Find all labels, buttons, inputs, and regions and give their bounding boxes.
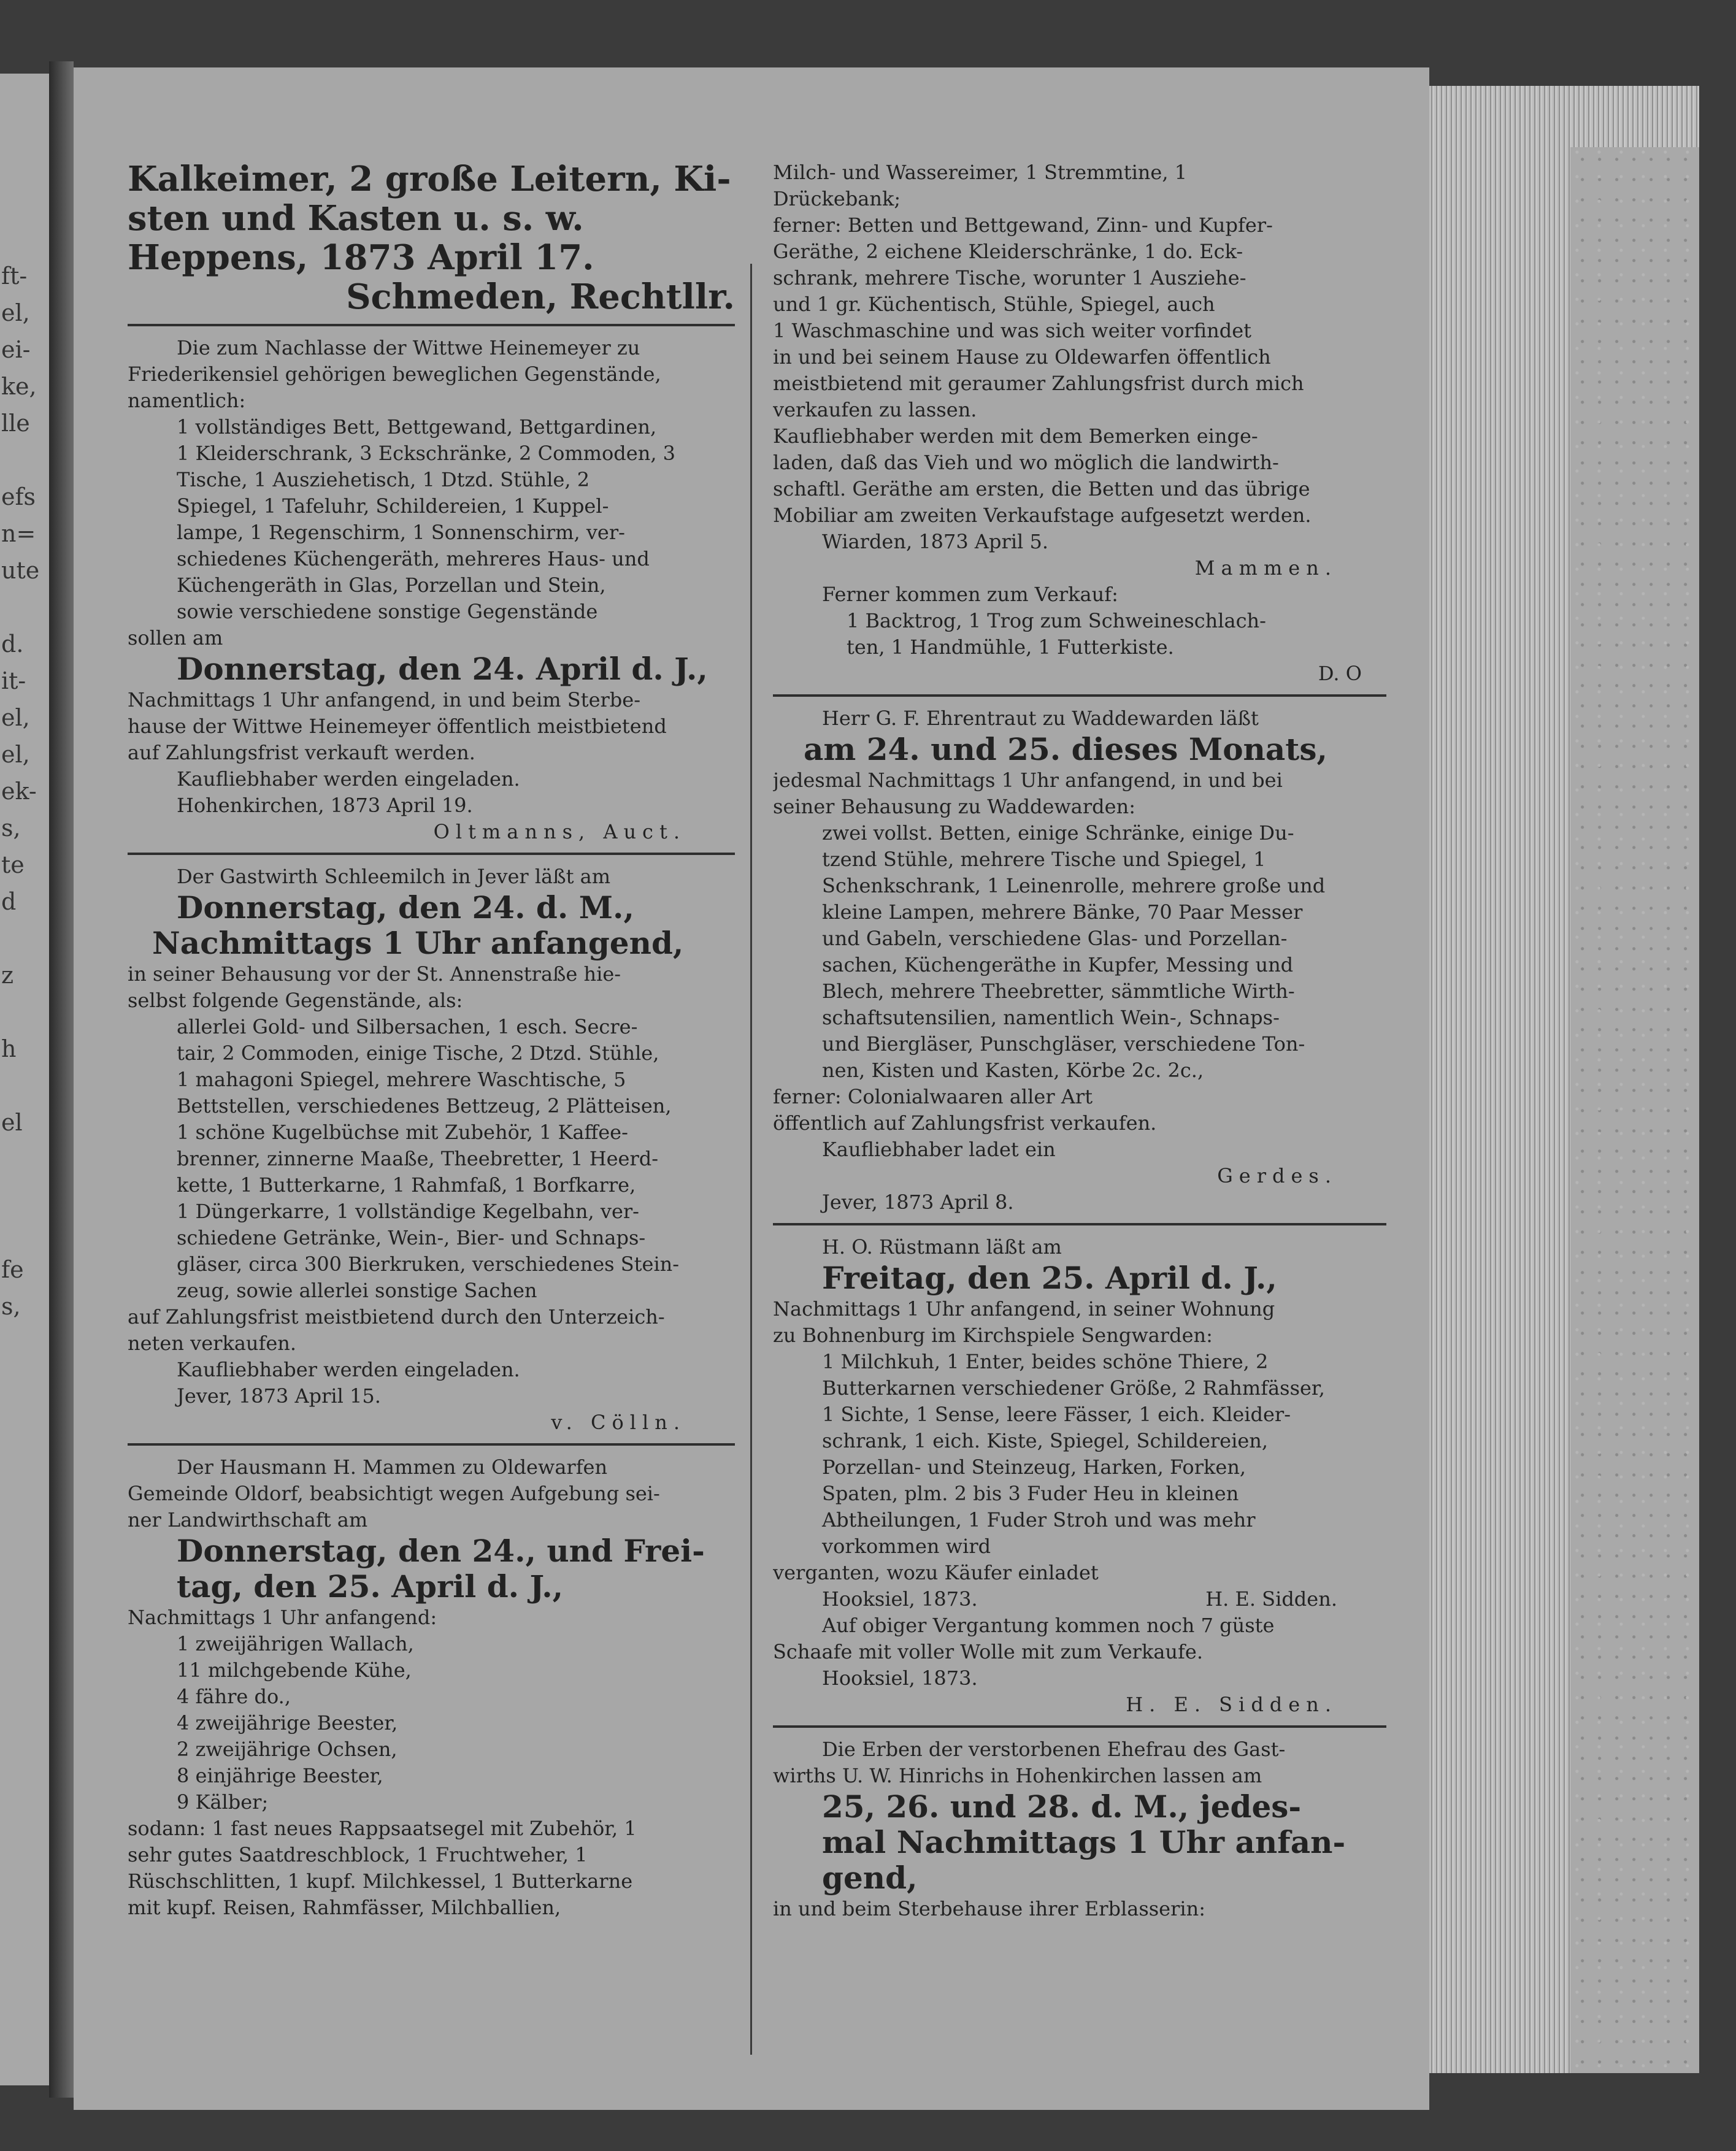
signature: v. Cölln. — [551, 1411, 686, 1434]
list-item: Butterkarnen verschiedener Größe, 2 Rahmfässer, — [822, 1376, 1325, 1400]
newspaper-page — [74, 67, 1429, 2110]
text-block — [773, 159, 1386, 529]
previous-page-fragment — [1, 1067, 44, 1104]
text-line: Der Gastwirth Schleemilch in Jever läßt am — [177, 865, 611, 888]
text-line: laden, daß das Vieh und wo möglich die landwirth- — [773, 451, 1279, 474]
list-item: 4 zweijährige Beester, — [177, 1711, 398, 1735]
list-item: und Biergläser, Punschgläser, verschiedene Ton- — [822, 1032, 1305, 1056]
list-item: 4 fähre do., — [177, 1685, 291, 1708]
previous-page-fragment: efs — [1, 483, 36, 510]
previous-page-fragment: te — [1, 851, 25, 878]
signature: Oltmanns, Auct. — [433, 820, 686, 843]
sale-date: 25, 26. und 28. d. M., jedes- — [822, 1789, 1302, 1825]
book-gutter — [49, 61, 74, 2098]
text-line: schrank, mehrere Tische, worunter 1 Ausziehe- — [773, 266, 1246, 289]
sale-date: mal Nachmittags 1 Uhr anfan- — [822, 1825, 1346, 1860]
text-line: öffentlich auf Zahlungsfrist verkaufen. — [773, 1111, 1157, 1135]
list-item: Tische, 1 Ausziehetisch, 1 Dtzd. Stühle, 2 — [177, 468, 590, 491]
separator — [773, 1725, 1386, 1728]
list-item: allerlei Gold- und Silbersachen, 1 esch. Secre- — [177, 1015, 638, 1038]
previous-page-fragment: ute — [1, 557, 40, 584]
item-list — [128, 1014, 735, 1304]
text-line: Rüschschlitten, 1 kupf. Milchkessel, 1 Butterkarne — [128, 1869, 633, 1893]
text-line: ferner: Colonialwaaren aller Art — [773, 1085, 1093, 1108]
list-item: sowie verschiedene sonstige Gegenstände — [177, 600, 598, 623]
place-date: Jever, 1873 April 8. — [822, 1191, 1014, 1214]
book-cover-edge — [1570, 147, 1699, 2073]
previous-page-fragment: h — [1, 1035, 17, 1062]
list-item: 11 milchgebende Kühe, — [177, 1658, 412, 1682]
previous-page-fragment: ei- — [1, 336, 31, 363]
text-line: ten, 1 Handmühle, 1 Futterkiste. — [847, 635, 1174, 659]
text-line: jedesmal Nachmittags 1 Uhr anfangend, in und bei — [773, 769, 1283, 792]
list-item: 1 schöne Kugelbüchse mit Zubehör, 1 Kaffee- — [177, 1121, 628, 1144]
text-block — [128, 1816, 735, 1921]
separator — [128, 853, 735, 855]
place-date: Wiarden, 1873 April 5. — [822, 530, 1048, 553]
previous-page-fragment: s, — [1, 815, 21, 842]
list-item: tzend Stühle, mehrere Tische und Spiegel, 1 — [822, 848, 1266, 871]
top-announcement-continued — [128, 159, 735, 316]
auction-notice-ruestmann — [773, 1234, 1386, 1718]
auction-notice-heinemeyer — [128, 335, 735, 845]
separator — [773, 694, 1386, 697]
text-line: ner Landwirthschaft am — [128, 1508, 368, 1532]
list-item: brenner, zinnerne Maaße, Theebretter, 1 Heerd- — [177, 1147, 659, 1170]
left-column — [128, 159, 735, 1921]
signature: Gerdes. — [1217, 1164, 1337, 1187]
previous-page-edge — [0, 74, 49, 2085]
headline: sten und Kasten u. s. w. — [128, 199, 584, 238]
list-item: nen, Kisten und Kasten, Körbe 2c. 2c., — [822, 1059, 1204, 1082]
list-item: zwei vollst. Betten, einige Schränke, einige Du- — [822, 821, 1294, 845]
previous-page-fragment: ft- — [1, 263, 28, 289]
text-line: mit kupf. Reisen, Rahmfässer, Milchballien, — [128, 1896, 561, 1919]
auction-notice-hinrichs — [773, 1736, 1386, 1922]
sale-date: Freitag, den 25. April d. J., — [822, 1260, 1277, 1296]
right-column — [773, 159, 1386, 1922]
text-line: Schaafe mit voller Wolle mit zum Verkaufe. — [773, 1640, 1203, 1663]
previous-page-fragment: n= — [1, 520, 36, 547]
list-item: schiedene Getränke, Wein-, Bier- und Schnaps- — [177, 1226, 646, 1249]
list-item: Spiegel, 1 Tafeluhr, Schildereien, 1 Kuppel- — [177, 494, 609, 518]
list-item: lampe, 1 Regenschirm, 1 Sonnenschirm, ver- — [177, 521, 625, 544]
text-line: sollen am — [128, 626, 223, 650]
place-date: Hohenkirchen, 1873 April 19. — [177, 794, 473, 817]
text-line: Ferner kommen zum Verkauf: — [822, 583, 1118, 606]
text-line: meistbietend mit geraumer Zahlungsfrist durch mich — [773, 372, 1304, 395]
text-line: zu Bohnenburg im Kirchspiele Sengwarden: — [773, 1324, 1213, 1347]
text-line: Milch- und Wassereimer, 1 Stremmtine, 1 — [773, 161, 1188, 184]
place-signature-row — [773, 1586, 1386, 1612]
previous-page-fragment: fe — [1, 1256, 24, 1283]
previous-page-text — [1, 258, 44, 1325]
list-item: kette, 1 Butterkarne, 1 Rahmfaß, 1 Borfkarre, — [177, 1173, 636, 1197]
list-item: 1 vollständiges Bett, Bettgewand, Bettgardinen, — [177, 415, 657, 439]
sale-time: Nachmittags 1 Uhr anfangend, — [152, 926, 684, 961]
previous-page-fragment: ek- — [1, 778, 37, 805]
text-line: neten verkaufen. — [128, 1332, 297, 1355]
previous-page-fragment: el, — [1, 741, 30, 768]
text-line: 1 Waschmaschine und was sich weiter vorfindet — [773, 319, 1251, 342]
text-line: Auf obiger Vergantung kommen noch 7 güste — [822, 1614, 1275, 1637]
list-item: Küchengeräth in Glas, Porzellan und Stein, — [177, 573, 606, 597]
list-item: 1 Sichte, 1 Sense, leere Fässer, 1 eich. Kleider- — [822, 1403, 1291, 1426]
list-item: schiedenes Küchengeräth, mehreres Haus- und — [177, 547, 650, 570]
previous-page-fragment: d. — [1, 631, 24, 658]
list-item: schrank, 1 eich. Kiste, Spiegel, Schildereien, — [822, 1429, 1269, 1452]
signature: H. E. Sidden. — [1126, 1693, 1337, 1716]
list-item: schaftsutensilien, namentlich Wein-, Schnaps- — [822, 1006, 1280, 1029]
text-line: seiner Behausung zu Waddewarden: — [773, 795, 1135, 818]
auction-notice-ehrentraut — [773, 705, 1386, 1216]
text-line: wirths U. W. Hinrichs in Hohenkirchen lassen am — [773, 1764, 1262, 1787]
text-line: und 1 gr. Küchentisch, Stühle, Spiegel, auch — [773, 293, 1215, 316]
text-line: Nachmittags 1 Uhr anfangend, in seiner Wohnung — [773, 1297, 1275, 1321]
list-item: 1 Kleiderschrank, 3 Eckschränke, 2 Commoden, 3 — [177, 442, 676, 465]
separator — [773, 1223, 1386, 1225]
signature: H. E. Sidden. — [1205, 1587, 1337, 1611]
list-item: sachen, Küchengeräthe in Kupfer, Messing und — [822, 953, 1294, 976]
sale-date: Donnerstag, den 24. d. M., — [177, 890, 634, 926]
list-item: Abtheilungen, 1 Fuder Stroh und was mehr — [822, 1508, 1256, 1532]
text-line: H. O. Rüstmann läßt am — [822, 1235, 1062, 1259]
previous-page-fragment — [1, 1214, 44, 1251]
list-item: tair, 2 Commoden, einige Tische, 2 Dtzd. Stühle, — [177, 1041, 659, 1065]
list-item: Spaten, plm. 2 bis 3 Fuder Heu in kleinen — [822, 1482, 1239, 1505]
text-line: auf Zahlungsfrist meistbietend durch den Unterzeich- — [128, 1305, 665, 1329]
livestock-list — [128, 1631, 735, 1816]
text-line: sehr gutes Saatdreschblock, 1 Fruchtweher, 1 — [128, 1843, 588, 1866]
list-item: Schenkschrank, 1 Leinenrolle, mehrere große und — [822, 874, 1326, 897]
signature: D. O — [1318, 662, 1362, 685]
previous-page-fragment: z — [1, 962, 14, 989]
text-line: Friederikensiel gehörigen beweglichen Gegenstände, — [128, 362, 661, 386]
previous-page-fragment: lle — [1, 410, 30, 437]
auction-notice-schleemilch — [128, 864, 735, 1436]
text-line: in und bei seinem Hause zu Oldewarfen öffentlich — [773, 345, 1271, 369]
signature: Mammen. — [1194, 556, 1337, 580]
list-item: 1 Milchkuh, 1 Enter, beides schöne Thiere, 2 — [822, 1350, 1269, 1373]
text-line: 1 Backtrog, 1 Trog zum Schweineschlach- — [847, 609, 1266, 632]
auction-notice-mammen-continued — [773, 159, 1386, 687]
list-item: 2 zweijährige Ochsen, — [177, 1738, 398, 1761]
item-list — [773, 1349, 1386, 1560]
list-item: zeug, sowie allerlei sonstige Sachen — [177, 1279, 537, 1302]
previous-page-fragment: ke, — [1, 373, 37, 400]
previous-page-fragment — [1, 1178, 44, 1214]
list-item: gläser, circa 300 Bierkruken, verschiedenes Stein- — [177, 1252, 680, 1276]
list-item: 8 einjährige Beester, — [177, 1764, 383, 1787]
headline: Kalkeimer, 2 große Leitern, Ki- — [128, 159, 731, 199]
text-line: Nachmittags 1 Uhr anfangend, in und beim Sterbe- — [128, 688, 641, 711]
previous-page-fragment — [1, 442, 44, 478]
text-line: hause der Wittwe Heinemeyer öffentlich meistbietend — [128, 715, 667, 738]
list-item: 9 Kälber; — [177, 1790, 269, 1814]
text-line: Kaufliebhaber werden eingeladen. — [177, 1358, 520, 1381]
text-line: selbst folgende Gegenstände, als: — [128, 989, 463, 1012]
column-divider — [750, 264, 752, 2055]
list-item: vorkommen wird — [822, 1535, 991, 1558]
text-line: Der Hausmann H. Mammen zu Oldewarfen — [177, 1455, 608, 1479]
text-line: Kaufliebhaber werden mit dem Bemerken einge- — [773, 424, 1258, 448]
text-line: Die Erben der verstorbenen Ehefrau des Gast- — [822, 1738, 1286, 1761]
sale-date: Donnerstag, den 24., und Frei- — [177, 1533, 705, 1569]
text-line: sodann: 1 fast neues Rappsaatsegel mit Zubehör, 1 — [128, 1817, 637, 1840]
signature: Schmeden, Rechtllr. — [346, 277, 735, 316]
text-line: Kaufliebhaber werden eingeladen. — [177, 767, 520, 791]
text-line: in und beim Sterbehause ihrer Erblasserin: — [773, 1897, 1206, 1920]
list-item: und Gabeln, verschiedene Glas- und Porzellan- — [822, 927, 1288, 950]
previous-page-fragment: s, — [1, 1293, 21, 1320]
place-date: Hooksiel, 1873. — [822, 1666, 978, 1690]
text-line: Drückebank; — [773, 187, 901, 210]
list-item: 1 zweijährigen Wallach, — [177, 1632, 414, 1655]
separator — [128, 324, 735, 326]
item-list — [773, 820, 1386, 1084]
text-line: verkaufen zu lassen. — [773, 398, 977, 421]
text-line: verganten, wozu Käufer einladet — [773, 1561, 1099, 1584]
text-line: Nachmittags 1 Uhr anfangend: — [128, 1606, 437, 1629]
previous-page-fragment — [1, 920, 44, 957]
previous-page-fragment: d — [1, 888, 17, 915]
place-date: Hooksiel, 1873. — [822, 1587, 978, 1611]
text-line: Die zum Nachlasse der Wittwe Heinemeyer zu — [177, 336, 640, 359]
sale-date: Donnerstag, den 24. April d. J., — [177, 651, 708, 687]
previous-page-fragment: it- — [1, 667, 26, 694]
sale-date: gend, — [822, 1860, 918, 1896]
text-line: in seiner Behausung vor der St. Annenstraße hie- — [128, 962, 621, 986]
previous-page-fragment — [1, 994, 44, 1030]
list-item: Blech, mehrere Theebretter, sämmtliche Wirth- — [822, 980, 1295, 1003]
list-item: 1 Düngerkarre, 1 vollständige Kegelbahn, ver- — [177, 1200, 639, 1223]
previous-page-fragment: el — [1, 1109, 23, 1136]
list-item: 1 mahagoni Spiegel, mehrere Waschtische, 5 — [177, 1068, 626, 1091]
text-line: namentlich: — [128, 389, 246, 412]
list-item: Porzellan- und Steinzeug, Harken, Forken, — [822, 1455, 1246, 1479]
sale-date: am 24. und 25. dieses Monats, — [804, 732, 1327, 767]
text-line: Kaufliebhaber ladet ein — [822, 1138, 1056, 1161]
previous-page-fragment: el, — [1, 704, 30, 731]
text-line: Gemeinde Oldorf, beabsichtigt wegen Aufgebung sei- — [128, 1482, 660, 1505]
previous-page-fragment: el, — [1, 299, 30, 326]
separator — [128, 1443, 735, 1446]
text-line: auf Zahlungsfrist verkauft werden. — [128, 741, 475, 764]
list-item: kleine Lampen, mehrere Bänke, 70 Paar Messer — [822, 900, 1303, 924]
sale-date: tag, den 25. April d. J., — [177, 1569, 564, 1605]
text-line: Mobiliar am zweiten Verkaufstage aufgesetzt werden. — [773, 504, 1312, 527]
text-line: schaftl. Geräthe am ersten, die Betten und das übrige — [773, 477, 1310, 500]
item-list — [128, 414, 735, 625]
list-item: Bettstellen, verschiedenes Bettzeug, 2 Plätteisen, — [177, 1094, 672, 1118]
auction-notice-mammen — [128, 1454, 735, 1921]
previous-page-fragment — [1, 589, 44, 626]
text-line: Geräthe, 2 eichene Kleiderschränke, 1 do. Eck- — [773, 240, 1243, 263]
text-line: Herr G. F. Ehrentraut zu Waddewarden läßt — [822, 707, 1259, 730]
headline: Heppens, 1873 April 17. — [128, 238, 594, 277]
text-line: ferner: Betten und Bettgewand, Zinn- und Kupfer- — [773, 213, 1273, 237]
previous-page-fragment — [1, 1141, 44, 1178]
place-date: Jever, 1873 April 15. — [177, 1384, 381, 1408]
